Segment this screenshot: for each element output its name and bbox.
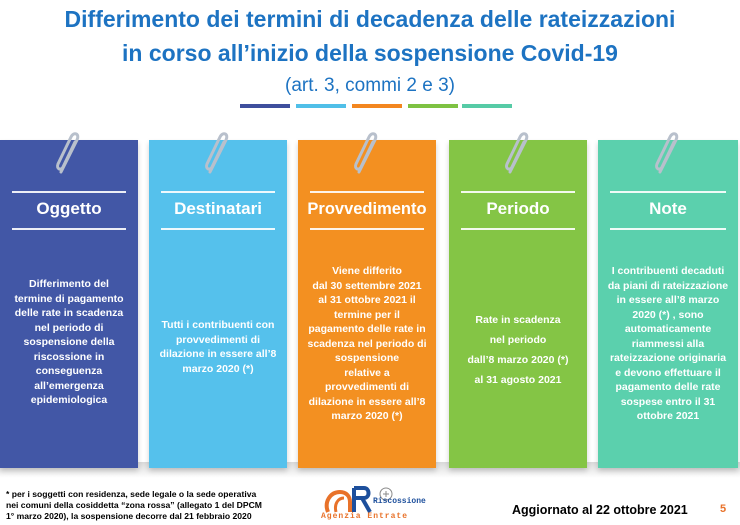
column-heading: Destinatari: [174, 199, 262, 218]
footnote-line: 1° marzo 2020), la sospensione decorre dal 21 febbraio 2020: [6, 511, 252, 521]
page-number: 5: [720, 503, 727, 515]
body-line: provvedimenti di: [324, 381, 409, 393]
body-line: Differimento del: [29, 278, 109, 290]
color-bar-3: [352, 104, 402, 108]
heading-rule-bottom: [161, 228, 275, 230]
page-title-line-2: in corso all’inizio della sospensione Covid-19: [122, 40, 618, 66]
paperclip-icon: [500, 126, 536, 178]
footnote-line: * per i soggetti con residenza, sede legale o la sede operativa: [6, 489, 257, 499]
body-line: sospensione della: [23, 336, 115, 348]
body-line: delle rate in scadenza: [14, 307, 124, 319]
body-line: marzo 2020 (*): [331, 410, 403, 422]
column-periodo: [449, 140, 587, 468]
heading-rule-top: [610, 191, 726, 193]
heading-rule-top: [461, 191, 575, 193]
body-line: pagamento delle rate in: [308, 323, 426, 335]
footnote-line: nei comuni della cosiddetta “zona rossa” (allegato 1 del DPCM: [6, 500, 262, 510]
column-heading: Provvedimento: [307, 200, 427, 218]
heading-rule-top: [310, 191, 424, 193]
body-line: sospese entro il 31: [620, 395, 716, 408]
page-title-line-1: Differimento dei termini di decadenza delle rateizzazioni: [64, 6, 676, 32]
body-line: sospensione: [334, 352, 400, 364]
footnote: [6, 489, 316, 522]
body-line: epidemiologica: [30, 394, 108, 406]
body-line: dilazione in essere all’8: [159, 348, 277, 360]
body-line: 2020 (*) , sono: [632, 308, 704, 321]
color-bar-4: [408, 104, 458, 108]
body-line: nel periodo: [489, 334, 547, 346]
body-line: Tutti i contribuenti con: [161, 319, 275, 331]
body-line: riammessi alla: [631, 337, 705, 350]
body-line: rateizzazione originaria: [609, 352, 727, 364]
column-provvedimento: [298, 140, 436, 468]
paperclip-icon: [349, 126, 385, 178]
column-body: [306, 264, 428, 424]
logo-word-agenzia-entrate: Agenzia Entrate: [321, 512, 409, 521]
column-heading: Periodo: [486, 199, 550, 218]
body-line: marzo 2020 (*): [182, 362, 254, 375]
body-line: all’emergenza: [34, 379, 104, 392]
body-line: I contribuenti decaduti: [611, 265, 725, 277]
column-body: [157, 318, 279, 376]
logo-word-riscossione: Riscossione: [373, 497, 426, 506]
page-subtitle: (art. 3, commi 2 e 3): [285, 75, 455, 96]
body-line: in essere all’8 marzo: [616, 294, 720, 306]
color-bar-2: [296, 104, 346, 108]
color-bar-1: [240, 104, 290, 108]
heading-rule-bottom: [12, 228, 126, 230]
heading-rule-bottom: [461, 228, 575, 230]
column-destinatari: [149, 140, 287, 468]
body-line: e devono effettuare il: [615, 366, 721, 379]
body-line: Rate in scadenza: [475, 314, 561, 326]
body-line: pagamento delle rate: [615, 381, 721, 393]
body-line: dall’8 marzo 2020 (*): [467, 354, 569, 366]
body-line: dilazione in essere all’8: [308, 395, 426, 408]
column-oggetto: [0, 140, 138, 468]
body-line: Viene differito: [332, 265, 402, 277]
column-heading: Oggetto: [36, 199, 102, 218]
body-line: dal 30 settembre 2021: [312, 279, 422, 292]
column-heading: Note: [649, 199, 687, 218]
body-line: al 31 ottobre 2021 il: [318, 294, 416, 306]
body-line: al 31 agosto 2021: [474, 374, 562, 386]
heading-rule-bottom: [610, 228, 726, 230]
body-line: ottobre 2021: [636, 410, 700, 422]
column-note: [598, 140, 738, 468]
paperclip-icon: [51, 126, 87, 178]
body-line: nel periodo di: [34, 321, 104, 334]
body-line: scadenza nel periodo di: [307, 337, 427, 350]
body-line: relative a: [344, 366, 390, 379]
body-line: termine di pagamento: [14, 292, 124, 305]
heading-rule-top: [161, 191, 275, 193]
body-line: conseguenza: [35, 365, 103, 377]
paperclip-icon: [200, 126, 236, 178]
updated-date: Aggiornato al 22 ottobre 2021: [512, 503, 688, 517]
column-body: [457, 310, 579, 390]
column-body: [8, 277, 130, 408]
body-line: riscossione in: [33, 350, 105, 363]
heading-rule-bottom: [310, 228, 424, 230]
column-body: [606, 264, 730, 424]
color-bar-5: [462, 104, 512, 108]
body-line: automaticamente: [624, 323, 712, 335]
paperclip-icon: [650, 126, 686, 178]
body-line: provvedimenti di: [175, 333, 260, 346]
heading-rule-top: [12, 191, 126, 193]
body-line: termine per il: [334, 308, 400, 321]
body-line: da piani di rateizzazione: [607, 279, 729, 292]
